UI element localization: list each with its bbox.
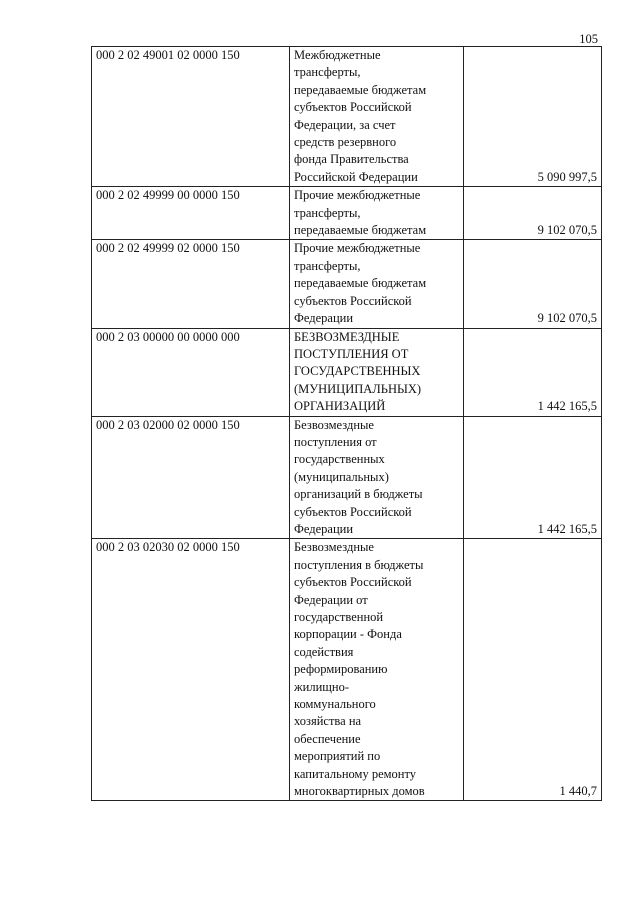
- revenue-name-cell: Безвозмездные поступления в бюджеты субъектов Российской Федерации от государственной корпорации - Фонда содействия реформированию жилищно- коммунального хозяйства на обеспечение мероприятий по капитальному ремонту многоквартирных домов: [290, 539, 464, 801]
- amount-cell: 1 442 165,5: [464, 416, 602, 539]
- budget-code-cell: 000 2 03 02000 02 0000 150: [92, 416, 290, 539]
- budget-code-cell: 000 2 03 00000 00 0000 000: [92, 328, 290, 416]
- table-row: [92, 47, 602, 187]
- revenue-name-cell: Прочие межбюджетные трансферты, передаваемые бюджетам субъектов Российской Федерации: [290, 240, 464, 328]
- amount-cell: 1 440,7: [464, 539, 602, 801]
- table-row: [92, 240, 602, 328]
- table-row: [92, 539, 602, 801]
- revenue-name-cell: БЕЗВОЗМЕЗДНЫЕ ПОСТУПЛЕНИЯ ОТ ГОСУДАРСТВЕННЫХ (МУНИЦИПАЛЬНЫХ) ОРГАНИЗАЦИЙ: [290, 328, 464, 416]
- amount-cell: 1 442 165,5: [464, 328, 602, 416]
- revenue-name-cell: Прочие межбюджетные трансферты, передаваемые бюджетам: [290, 187, 464, 240]
- table-row: [92, 187, 602, 240]
- amount-cell: 9 102 070,5: [464, 240, 602, 328]
- budget-code-cell: 000 2 03 02030 02 0000 150: [92, 539, 290, 801]
- budget-code-cell: 000 2 02 49001 02 0000 150: [92, 47, 290, 187]
- revenue-name-cell: Безвозмездные поступления от государственных (муниципальных) организаций в бюджеты субъектов Российской Федерации: [290, 416, 464, 539]
- amount-cell: 9 102 070,5: [464, 187, 602, 240]
- table-row: [92, 416, 602, 539]
- budget-revenue-table: [91, 46, 602, 801]
- table-row: [92, 328, 602, 416]
- budget-code-cell: 000 2 02 49999 02 0000 150: [92, 240, 290, 328]
- budget-code-cell: 000 2 02 49999 00 0000 150: [92, 187, 290, 240]
- amount-cell: 5 090 997,5: [464, 47, 602, 187]
- page-number: 105: [579, 32, 598, 46]
- revenue-name-cell: Межбюджетные трансферты, передаваемые бюджетам субъектов Российской Федерации, за счет средств резервного фонда Правительства Российской Федерации: [290, 47, 464, 187]
